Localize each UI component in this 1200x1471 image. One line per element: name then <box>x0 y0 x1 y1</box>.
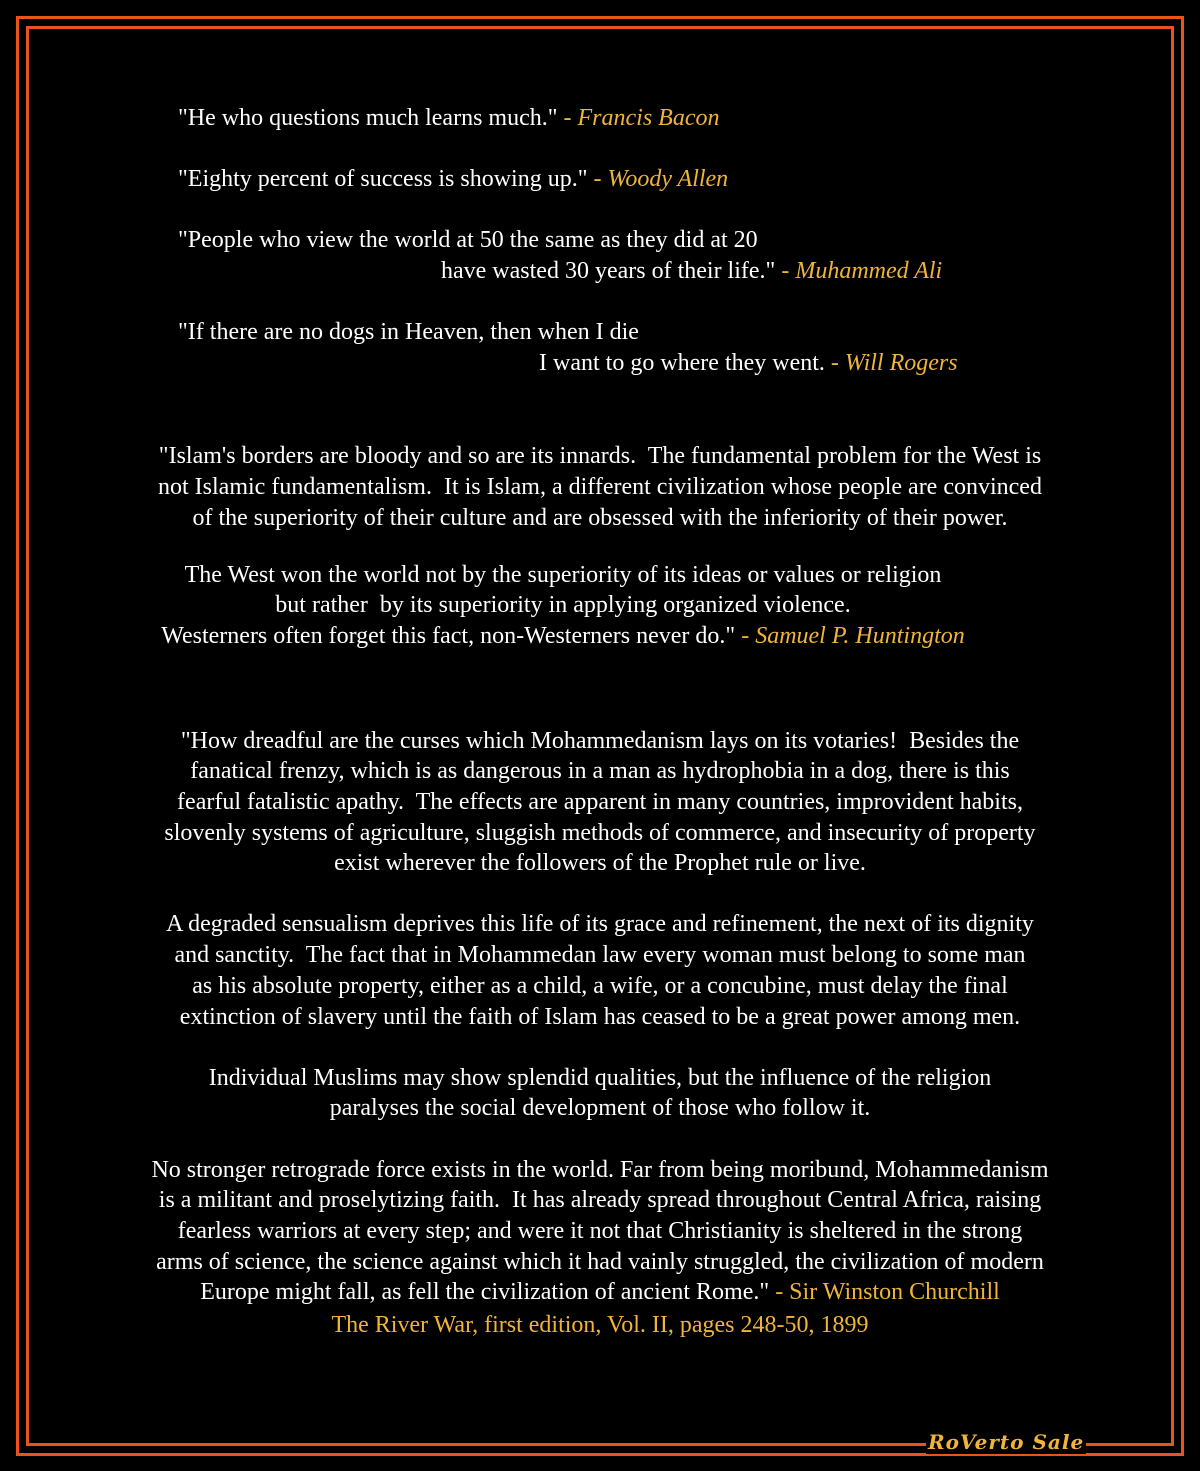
quote-churchill-line: "How dreadful are the curses which Mohammedanism lays on its votaries! Besides the <box>180 728 1020 754</box>
quote-huntington-line: "Islam's borders are bloody and so are its innards. The fundamental problem for the West is <box>158 443 1042 469</box>
quote-allen <box>178 164 728 194</box>
quote-churchill-line: fanatical frenzy, which is as dangerous in a man as hydrophobia in a dog, there is this <box>190 758 1010 784</box>
quote-huntington-line <box>0 621 1126 651</box>
quote-text: "Eighty percent of success is showing up." <box>178 166 588 192</box>
quote-rogers-line-1: "If there are no dogs in Heaven, then when I die <box>178 319 639 345</box>
quote-churchill-line: exist wherever the followers of the Prophet rule or live. <box>334 850 866 876</box>
quote-bacon <box>178 103 720 133</box>
quote-huntington-line: not Islamic fundamentalism. It is Islam, a different civilization whose people are convinced <box>158 474 1042 500</box>
quote-churchill-line: A degraded sensualism deprives this life of its grace and refinement, the next of its dignity <box>166 911 1034 937</box>
quote-churchill-line: Individual Muslims may show splendid qualities, but the influence of the religion <box>208 1065 992 1091</box>
quote-churchill-line <box>0 1277 1200 1307</box>
quote-churchill-line: arms of science, the science against which it had vainly struggled, the civilization of modern <box>156 1249 1044 1275</box>
quote-huntington-line: but rather by its superiority in applying organized violence. <box>275 592 851 618</box>
quote-ali-line-2 <box>441 256 942 286</box>
quote-rogers-line-2 <box>539 348 958 378</box>
quote-churchill-line: fearless warriors at every step; and were it not that Christianity is sheltered in the strong <box>177 1218 1023 1244</box>
quote-author: - Will Rogers <box>824 350 958 376</box>
quote-author: - Francis Bacon <box>557 105 720 131</box>
quote-huntington-line: The West won the world not by the superiority of its ideas or values or religion <box>184 562 942 588</box>
quote-churchill-line: and sanctity. The fact that in Mohammedan law every woman must belong to some man <box>174 942 1026 968</box>
quote-text: I want to go where they went. <box>539 350 825 376</box>
quote-churchill-line: fearful fatalistic apathy. The effects are apparent in many countries, improvident habits, <box>177 789 1023 815</box>
quote-churchill-line: slovenly systems of agriculture, sluggish methods of commerce, and insecurity of property <box>164 820 1036 846</box>
quote-text: have wasted 30 years of their life." <box>441 258 776 284</box>
quote-ali-line-1: "People who view the world at 50 the same as they did at 20 <box>178 227 758 253</box>
quote-churchill-line: as his absolute property, either as a child, a wife, or a concubine, must delay the final <box>192 973 1008 999</box>
quote-text: Europe might fall, as fell the civilization of ancient Rome." <box>200 1279 770 1305</box>
artist-signature: RoVerto Sale <box>928 1430 1085 1454</box>
quote-churchill-line: is a militant and proselytizing faith. It has already spread throughout Central Africa, raising <box>158 1187 1042 1213</box>
quote-text: "He who questions much learns much." <box>178 105 558 131</box>
quote-huntington-line: of the superiority of their culture and are obsessed with the inferiority of their power. <box>192 505 1008 531</box>
quote-churchill-line: paralyses the social development of those who follow it. <box>329 1095 871 1121</box>
quote-source: The River War, first edition, Vol. II, pages 248-50, 1899 <box>331 1312 869 1338</box>
quote-author: - Woody Allen <box>587 166 729 192</box>
quote-author: - Sir Winston Churchill <box>769 1279 1000 1305</box>
quote-author: - Samuel P. Huntington <box>735 623 965 649</box>
quote-text: Westerners often forget this fact, non-Westerners never do." <box>161 623 736 649</box>
quote-churchill-line: No stronger retrograde force exists in the world. Far from being moribund, Mohammedanism <box>151 1157 1049 1183</box>
quote-churchill-line: extinction of slavery until the faith of Islam has ceased to be a great power among men. <box>179 1004 1021 1030</box>
quote-author: - Muhammed Ali <box>775 258 943 284</box>
